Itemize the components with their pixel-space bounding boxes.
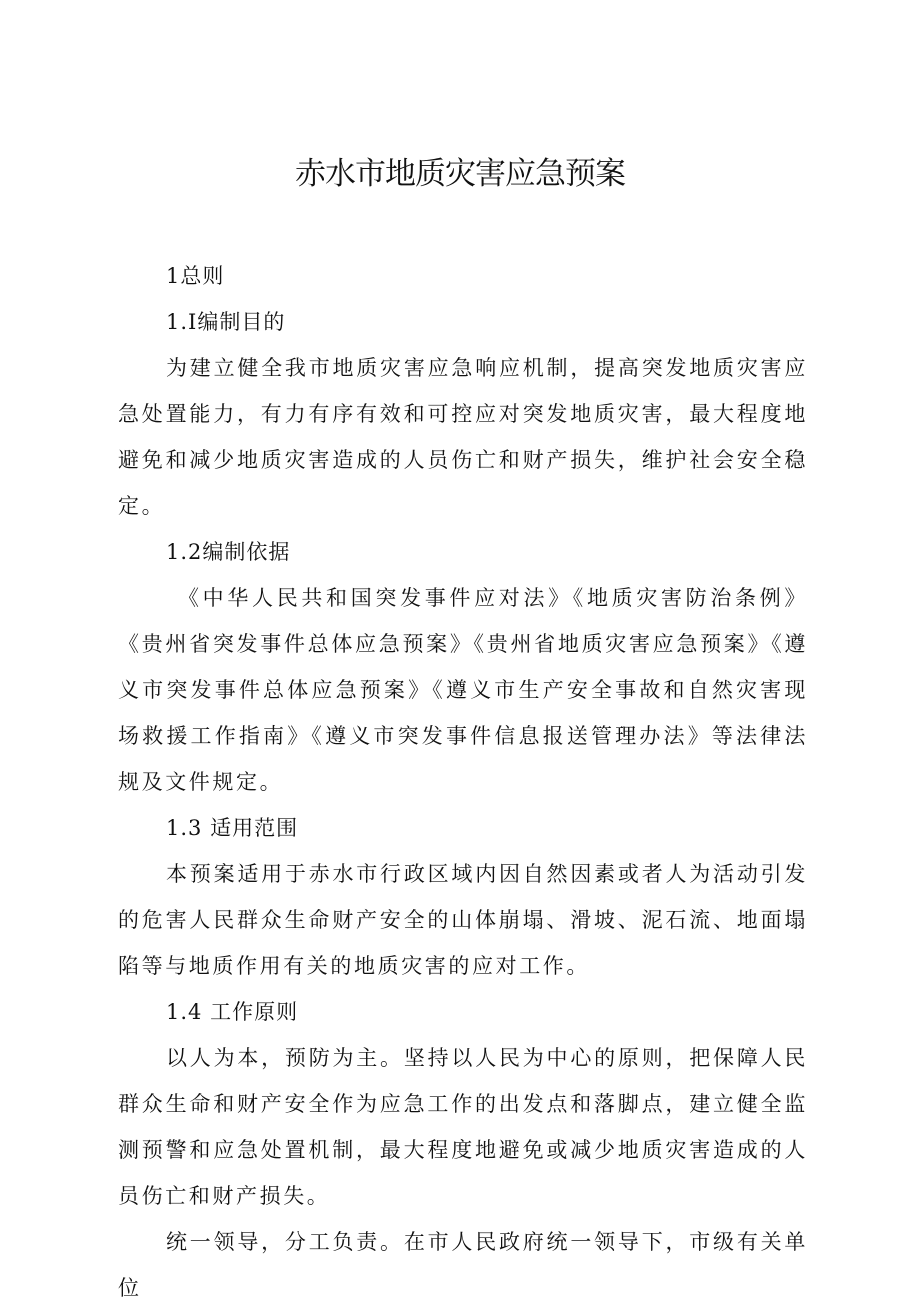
principle-paragraph-1: 以人为本，预防为主。坚持以人民为中心的原则，把保障人民群众生命和财产安全作为应急工作的出发点和落脚点，建立健全监测预警和应急处置机制，最大程度地避免或减少地质灾害造成的人员伤亡和财产损失。	[118, 1046, 808, 1208]
section-heading-purpose: 1.I编制目的	[166, 310, 286, 334]
document-title: 赤水市地质灾害应急预案	[295, 156, 625, 192]
section-heading-principles: 1.4 工作原则	[166, 1000, 299, 1024]
section-heading-basis: 1.2编制依据	[166, 540, 291, 564]
section-heading-scope: 1.3 适用范围	[166, 816, 299, 840]
basis-paragraph: 《中华人民共和国突发事件应对法》《地质灾害防治条例》《贵州省突发事件总体应急预案》《贵州省地质灾害应急预案》《遵义市突发事件总体应急预案》《遵义市生产安全事故和自然灾害现场救援工作指南》《遵义市突发事件信息报送管理办法》等法律法规及文件规定。	[118, 586, 808, 794]
document-body	[118, 253, 808, 1311]
section-heading-general: 1总则	[166, 264, 225, 288]
purpose-paragraph: 为建立健全我市地质灾害应急响应机制，提高突发地质灾害应急处置能力，有力有序有效和可控应对突发地质灾害，最大程度地避免和减少地质灾害造成的人员伤亡和财产损失，维护社会安全稳定。	[118, 356, 808, 518]
scope-paragraph: 本预案适用于赤水市行政区域内因自然因素或者人为活动引发的危害人民群众生命财产安全的山体崩塌、滑坡、泥石流、地面塌陷等与地质作用有关的地质灾害的应对工作。	[118, 862, 808, 978]
principle-paragraph-2: 统一领导，分工负责。在市人民政府统一领导下，市级有关单位	[118, 1230, 808, 1300]
